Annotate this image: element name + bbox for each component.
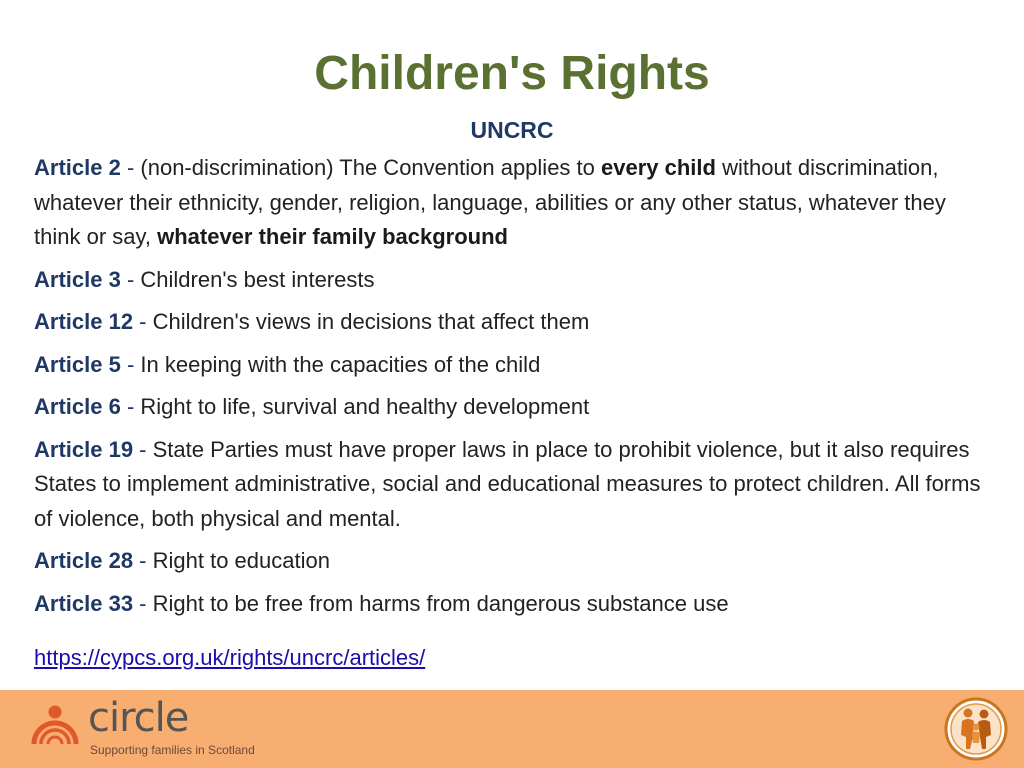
article-text: without discrimination, whatever their ethnicity, gender, religion, language, abilities or any other status, whatever they think or say, [34, 155, 946, 249]
article-emphasis: every child [601, 155, 716, 180]
article-item [34, 348, 994, 383]
circle-figure-icon [30, 704, 82, 748]
article-separator: - [120, 155, 141, 180]
article-separator: - [133, 436, 153, 462]
article-text: Right to life, survival and healthy development [140, 394, 590, 419]
slide-title: Children's Rights [314, 47, 710, 100]
article-separator: - [133, 309, 153, 334]
article-label: Article 33 [34, 590, 134, 616]
article-text: Right to be free from harms from dangerous substance use [152, 590, 729, 616]
article-label: Article 19 [34, 436, 134, 462]
article-separator: - [120, 266, 141, 292]
article-item [34, 151, 994, 255]
uncrc-articles-link[interactable]: https://cypcs.org.uk/rights/uncrc/articles/ [34, 645, 426, 670]
article-label: Article 12 [34, 309, 134, 334]
article-item [34, 587, 994, 622]
article-item [34, 305, 994, 340]
article-item [34, 263, 994, 298]
articles-list [34, 151, 994, 629]
logo-tagline: Supporting families in Scotland [90, 743, 255, 757]
family-badge-icon [944, 697, 1008, 761]
footer-bar [0, 690, 1024, 768]
circle-logo [30, 696, 270, 762]
article-text: In keeping with the capacities of the child [140, 351, 541, 377]
article-label: Article 28 [34, 548, 134, 573]
article-separator: - [120, 351, 141, 377]
article-text: Children's views in decisions that affect them [152, 309, 590, 334]
article-separator: - [133, 590, 153, 616]
article-item [34, 544, 994, 579]
article-separator: - [133, 548, 153, 573]
article-item [34, 390, 994, 425]
article-label: Article 6 [34, 394, 121, 419]
article-label: Article 2 [34, 155, 121, 180]
slide-subtitle: UNCRC [470, 117, 554, 143]
logo-wordmark: circle [88, 695, 189, 741]
article-text: State Parties must have proper laws in place to prohibit violence, but it also requires States to implement administrative, social and educational measures to protect children. All forms of violence, both physical and mental. [34, 436, 981, 531]
article-text: Children's best interests [140, 266, 375, 292]
article-item [34, 433, 994, 537]
article-emphasis: whatever their family background [157, 224, 508, 249]
article-label: Article 5 [34, 351, 121, 377]
article-text: (non-discrimination) The Convention applies to [140, 155, 602, 180]
article-label: Article 3 [34, 266, 121, 292]
article-text: Right to education [152, 548, 330, 573]
article-separator: - [120, 394, 141, 419]
